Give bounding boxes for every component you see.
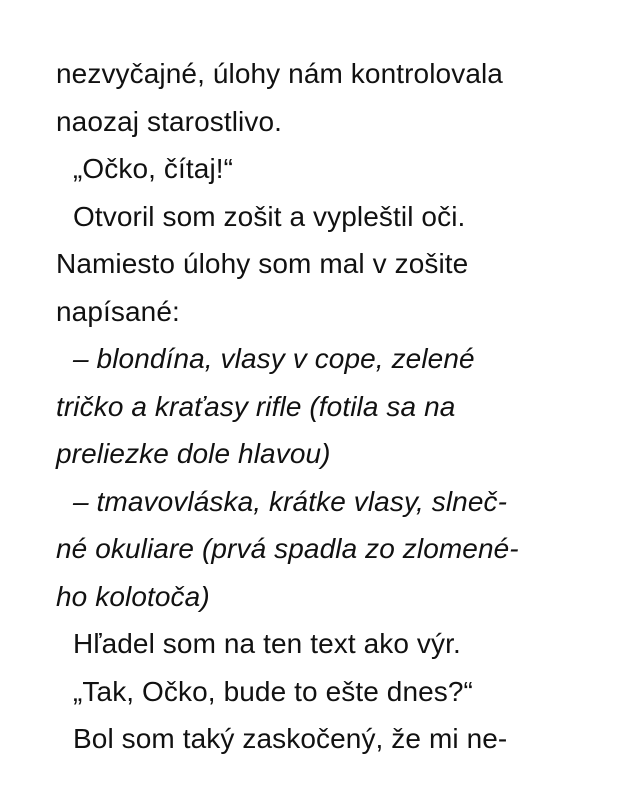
page-text: [56, 50, 616, 763]
text-line: né okuliare (prvá spadla zo zlomené-: [56, 533, 519, 564]
text-line: tričko a kraťasy rifle (fotila sa na: [56, 390, 456, 422]
text-line: „Tak, Očko, bude to ešte dnes?“: [73, 675, 473, 707]
text-line: – blondína, vlasy v cope, zelené: [73, 343, 475, 374]
text-line: preliezke dole hlavou): [56, 438, 331, 469]
text-line: naozaj starostlivo.: [56, 105, 283, 137]
text-line: – tmavovláska, krátke vlasy, slneč-: [73, 485, 508, 517]
text-line: nezvyčajné, úlohy nám kontrolovala: [56, 58, 503, 89]
text-line: napísané:: [56, 295, 180, 327]
text-line: „Očko, čítaj!“: [73, 153, 234, 184]
text-line: Bol som taký zaskočený, že mi ne-: [73, 723, 508, 754]
text-line: ho kolotoča): [56, 580, 210, 612]
text-line: Hľadel som na ten text ako výr.: [73, 628, 461, 659]
text-line: Namiesto úlohy som mal v zošite: [56, 248, 469, 279]
text-line: Otvoril som zošit a vypleštil oči.: [73, 200, 466, 232]
